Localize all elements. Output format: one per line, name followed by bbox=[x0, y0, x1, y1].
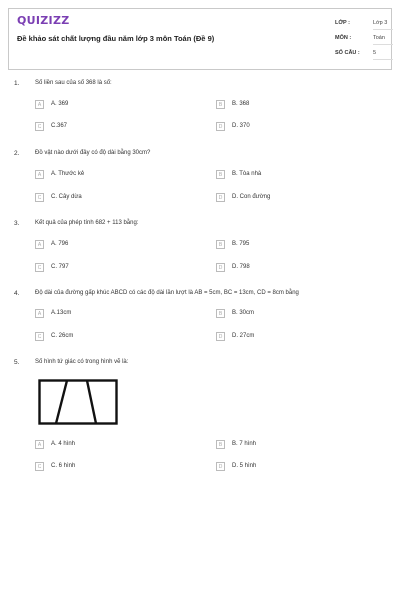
option-key-box: D bbox=[216, 332, 225, 341]
question-text: Số hình tứ giác có trong hình vẽ là: bbox=[35, 359, 129, 365]
worksheet-header bbox=[8, 8, 392, 70]
option-key-box: B bbox=[216, 440, 225, 449]
option-text: B. 368 bbox=[232, 101, 250, 107]
option-key-box: D bbox=[216, 263, 225, 272]
option-text: A. 4 hình bbox=[51, 441, 76, 447]
question-text: Kết quả của phép tính 682 + 113 bằng: bbox=[35, 220, 139, 226]
option-key-box: A bbox=[35, 170, 44, 179]
option-text: B. 30cm bbox=[232, 310, 255, 316]
option-key-box: C bbox=[35, 332, 44, 341]
meta-label: LỚP : bbox=[335, 20, 350, 26]
quadrilateral-figure bbox=[38, 379, 120, 427]
quizizz-logo: QUIZIZZ bbox=[17, 14, 70, 27]
meta-label: SỐ CÂU : bbox=[335, 50, 360, 56]
option-text: A. 796 bbox=[51, 241, 69, 247]
question-number: 1. bbox=[14, 80, 20, 87]
meta-value: Toán bbox=[373, 35, 393, 45]
option-key-box: A bbox=[35, 100, 44, 109]
option-text: D. 798 bbox=[232, 264, 250, 270]
option-key-box: D bbox=[216, 462, 225, 471]
meta-row-subject bbox=[335, 33, 393, 48]
option-key-box: C bbox=[35, 462, 44, 471]
option-text: D. 370 bbox=[232, 123, 250, 129]
meta-row-grade bbox=[335, 18, 393, 33]
question-number: 3. bbox=[14, 220, 20, 227]
option-text: D. 27cm bbox=[232, 333, 255, 339]
option-text: C. 26cm bbox=[51, 333, 74, 339]
option-text: C.367 bbox=[51, 123, 68, 129]
option-key-box: B bbox=[216, 170, 225, 179]
option-key-box: C bbox=[35, 122, 44, 131]
option-key-box: C bbox=[35, 193, 44, 202]
option-key-box: B bbox=[216, 100, 225, 109]
question-number: 2. bbox=[14, 150, 20, 157]
option-key-box: A bbox=[35, 309, 44, 318]
worksheet-title: Đề khảo sát chất lượng đầu năm lớp 3 môn Toán (Đề 9) bbox=[17, 34, 215, 43]
option-key-box: D bbox=[216, 193, 225, 202]
option-key-box: B bbox=[216, 309, 225, 318]
question-number: 5. bbox=[14, 359, 20, 366]
worksheet-meta bbox=[335, 18, 393, 63]
figure-right-slant-line bbox=[87, 381, 96, 424]
option-text: D. 5 hình bbox=[232, 463, 257, 469]
option-text: A. Thước kẻ bbox=[51, 171, 85, 177]
option-text: A. 369 bbox=[51, 101, 69, 107]
option-key-box: A bbox=[35, 240, 44, 249]
question-text: Số liền sau của số 368 là số: bbox=[35, 80, 112, 86]
option-key-box: C bbox=[35, 263, 44, 272]
meta-row-question-count bbox=[335, 48, 393, 63]
question-text: Độ dài của đường gấp khúc ABCD có các độ dài lần lượt là AB = 5cm, BC = 13cm, CD = 8cm bằng bbox=[35, 290, 299, 296]
question-text: Đồ vật nào dưới đây có độ dài bằng 30cm? bbox=[35, 150, 151, 156]
meta-value: 5 bbox=[373, 50, 393, 60]
meta-label: MÔN : bbox=[335, 35, 352, 41]
option-key-box: A bbox=[35, 440, 44, 449]
option-text: C. 797 bbox=[51, 264, 69, 270]
meta-value: Lớp 3 bbox=[373, 20, 393, 30]
option-text: C. Cây dừa bbox=[51, 194, 82, 200]
option-text: C. 6 hình bbox=[51, 463, 76, 469]
option-text: D. Con đường bbox=[232, 194, 271, 200]
figure-left-slant-line bbox=[56, 381, 67, 424]
option-text: B. Tòa nhà bbox=[232, 171, 262, 177]
option-text: A.13cm bbox=[51, 310, 72, 316]
question-number: 4. bbox=[14, 290, 20, 297]
option-key-box: D bbox=[216, 122, 225, 131]
option-text: B. 7 hình bbox=[232, 441, 257, 447]
figure-outer-rectangle bbox=[40, 381, 117, 424]
option-key-box: B bbox=[216, 240, 225, 249]
option-text: B. 795 bbox=[232, 241, 250, 247]
